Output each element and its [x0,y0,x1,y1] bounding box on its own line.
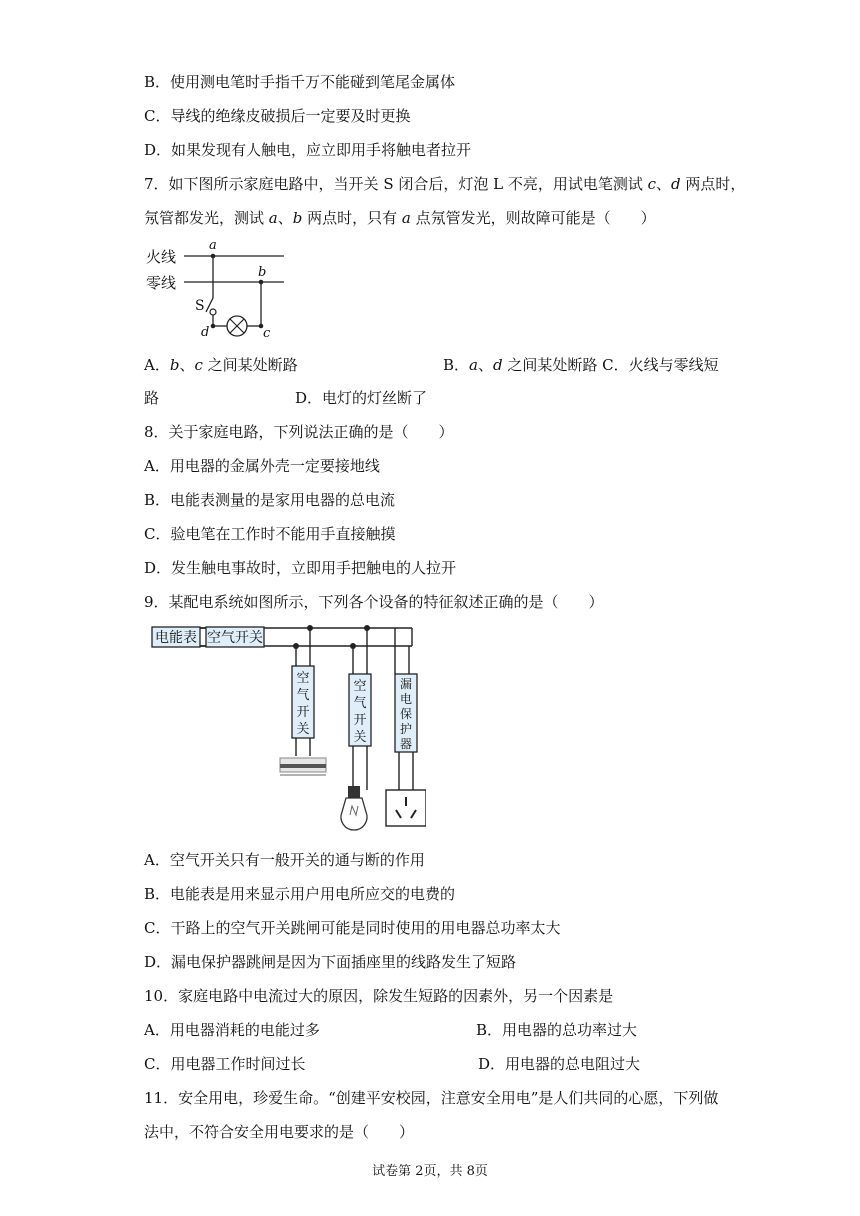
branch2-label-char: 关 [353,730,367,745]
q10-option-d: D．用电器的总电阻过大 [478,1055,641,1073]
lamp-icon [227,316,247,336]
q10-option-c: C．用电器工作时间过长 [144,1055,306,1073]
q8-option-b: B．电能表测量的是家用电器的总电流 [144,491,396,509]
branch2-label-char: 气 [353,696,367,711]
branch1-label-char: 关 [296,722,310,737]
q8-option-a: A．用电器的金属外壳一定要接地线 [144,457,380,475]
branch1-label-char: 空 [296,671,310,686]
leakage-label-char: 保 [399,707,413,721]
branch2-label-char: 空 [353,679,367,694]
switch-contact [210,309,216,315]
q7-stem-line1: 7．如下图所示家庭电路中，当开关 S 闭合后，灯泡 L 不亮，用试电笔测试 c、d 两点时， [144,175,746,193]
branch1-label-char: 气 [296,688,310,703]
main-air-switch-label: 空气开关 [207,630,263,646]
live-wire-label: 火线 [146,248,177,266]
q9-option-b: B．电能表是用来显示用户用电所应交的电费的 [144,885,456,903]
q9-stem: 9．某配电系统如图所示，下列各个设备的特征叙述正确的是（ ） [144,593,604,611]
page-footer: 试卷第 2页，共 8页 [372,1164,488,1179]
switch-label: S [195,298,205,314]
point-a-label: a [209,238,217,253]
q7-circuit-figure [140,236,300,344]
socket-outlet-icon [386,790,426,826]
electric-meter-label: 电能表 [155,630,197,646]
point-c-label: c [263,326,271,341]
air-conditioner-icon [280,758,326,775]
q6-option-b: B．使用测电笔时手指千万不能碰到笔尾金属体 [144,73,456,91]
q11-stem-line1: 11．安全用电，珍爱生命。“创建平安校园，注意安全用电”是人们共同的心愿，下列做 [144,1089,719,1107]
q7-option-c-tail: 路 [144,389,160,407]
q7-stem-line2: 氖管都发光，测试 a、b 两点时，只有 a 点氖管发光，则故障可能是（ ） [144,209,656,227]
leakage-label-char: 漏 [399,677,413,691]
point-d-label: d [201,325,210,340]
q7-option-d: D．电灯的灯丝断了 [295,389,428,407]
q6-option-d: D．如果发现有人触电，应立即用手将触电者拉开 [144,141,472,159]
q10-option-b: B．用电器的总功率过大 [476,1021,638,1039]
leakage-label-char: 电 [399,692,413,706]
q8-stem: 8．关于家庭电路，下列说法正确的是（ ） [144,423,454,441]
leakage-label-char: 护 [399,722,413,736]
leakage-label-char: 器 [399,737,413,751]
branch1-label-char: 开 [296,705,310,720]
q11-stem-line2: 法中，不符合安全用电要求的是（ ） [144,1123,415,1141]
q8-option-c: C．验电笔在工作时不能用手直接触摸 [144,525,396,543]
q10-option-a: A．用电器消耗的电能过多 [144,1021,320,1039]
branch2-label-char: 开 [353,713,367,728]
point-b-label: b [258,265,267,280]
q9-option-a: A．空气开关只有一般开关的通与断的作用 [144,851,425,869]
q10-stem: 10．家庭电路中电流过大的原因，除发生短路的因素外，另一个因素是 [144,987,614,1005]
q6-option-c: C．导线的绝缘皮破损后一定要及时更换 [144,107,411,125]
q8-option-d: D．发生触电事故时，立即用手把触电的人拉开 [144,559,457,577]
neutral-wire-label: 零线 [146,274,177,292]
q9-option-d: D．漏电保护器跳闸是因为下面插座里的线路发生了短路 [144,953,517,971]
q9-option-c: C．干路上的空气开关跳闸可能是同时使用的用电器总功率太大 [144,919,561,937]
light-bulb-icon [341,786,367,830]
q7-option-b-c: B．a、d 之间某处断路 C．火线与零线短 [443,356,719,374]
q9-distribution-figure [146,620,426,838]
q7-option-a: A．b、c 之间某处断路 [144,356,298,374]
